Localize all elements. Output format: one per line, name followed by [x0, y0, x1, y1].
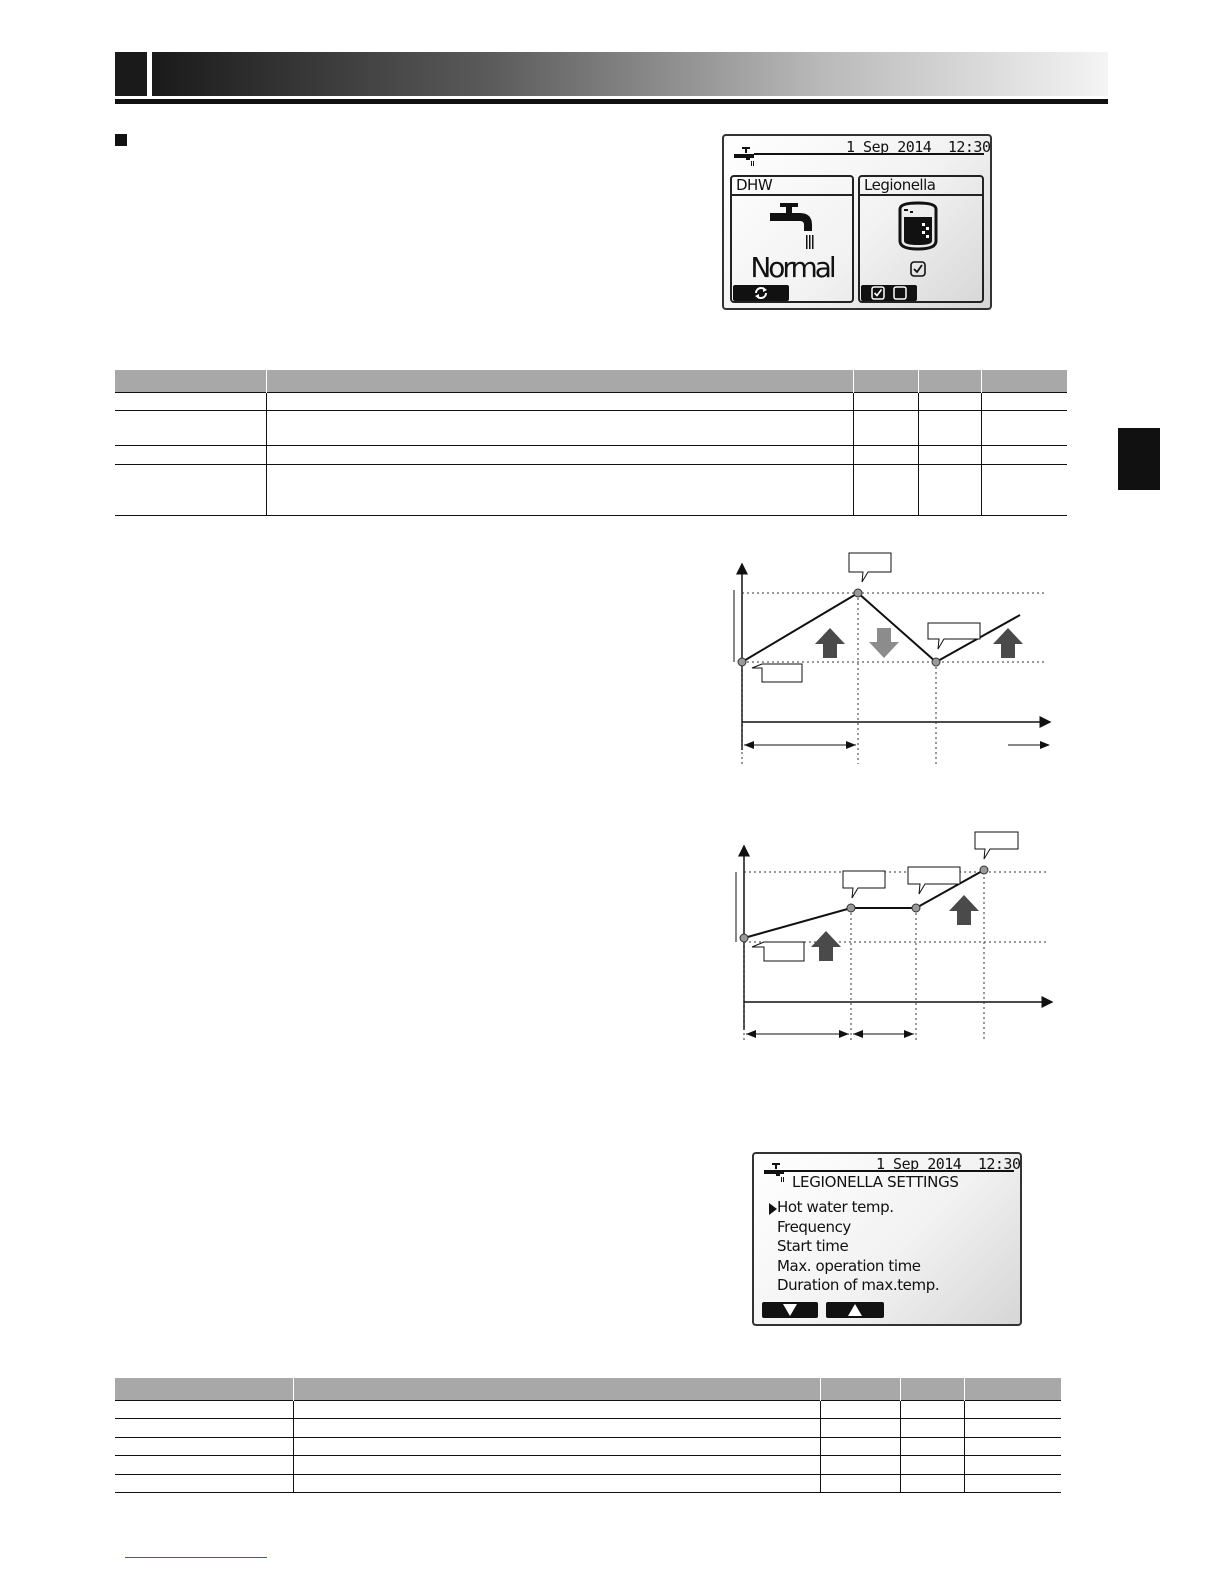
time-span-1-head-b [839, 1030, 849, 1038]
legionella-enabled-checkbox-icon[interactable] [910, 261, 926, 277]
point-reach [847, 904, 855, 912]
checkbox-checked-icon [871, 286, 885, 300]
legionella-pane-title: Legionella [860, 177, 982, 196]
callout-hold-end [908, 867, 960, 894]
down-arrow-icon [783, 1304, 797, 1316]
tap-status-icon [732, 146, 762, 168]
section-header-bar [152, 52, 1108, 96]
table-row [115, 1456, 1061, 1475]
section-bullet-square [115, 134, 127, 146]
up-arrow-2 [949, 895, 979, 925]
down-arrow [869, 628, 899, 658]
menu-item-max-operation-time[interactable]: Max. operation time [777, 1256, 921, 1275]
table-row [115, 1419, 1061, 1438]
table-1-header [115, 370, 1067, 393]
table-row [115, 465, 1067, 516]
legionella-settings-screen [752, 1152, 1022, 1326]
up-arrow-icon [848, 1304, 862, 1316]
table-row [115, 411, 1067, 446]
time-span-2-head-b [904, 1030, 914, 1038]
legionella-toggle-button[interactable] [861, 285, 917, 301]
up-arrow-1 [811, 931, 841, 961]
point-start [738, 658, 746, 666]
time-text: 12:30 [977, 1155, 1021, 1173]
scroll-down-button[interactable] [762, 1302, 818, 1318]
callout-max [975, 832, 1018, 859]
table-row [115, 1475, 1061, 1493]
menu-item-duration-max-temp[interactable]: Duration of max.temp. [777, 1276, 940, 1294]
table-1 [115, 370, 1067, 516]
callout-start [752, 664, 802, 682]
table-row [115, 1401, 1061, 1419]
year-text: 2014 [927, 1155, 962, 1173]
time-span-next-head [1040, 741, 1050, 749]
footer-link-underline [125, 1557, 267, 1558]
point-peak [854, 589, 862, 597]
dhw-mode-text: Normal [750, 251, 834, 284]
callout-start [752, 942, 804, 961]
point-start [740, 934, 748, 942]
datetime [846, 138, 991, 156]
table-row [115, 446, 1067, 465]
time-span-2-head-a [853, 1030, 863, 1038]
date-text: 1 Sep [846, 138, 889, 156]
table-2 [115, 1378, 1061, 1493]
menu-item-hot-water-temp[interactable]: Hot water temp. [777, 1198, 894, 1216]
time-span-1-head-a [746, 1030, 756, 1038]
dhw-pane-title: DHW [732, 177, 852, 196]
tap-status-icon [762, 1162, 792, 1184]
up-arrow-1 [815, 628, 845, 658]
time-span-right-head [846, 741, 856, 749]
time-span-left-head [744, 741, 754, 749]
menu-item-start-time[interactable]: Start time [777, 1237, 849, 1255]
cycle-arrows-icon [753, 286, 769, 300]
menu-cursor-icon [769, 1203, 777, 1215]
legionella-temp-graph-2 [722, 830, 1058, 1046]
checkbox-empty-icon [893, 286, 907, 300]
chapter-side-tab [1118, 428, 1160, 490]
dhw-legionella-screen [722, 134, 992, 310]
mode-cycle-button[interactable] [733, 285, 789, 301]
year-text: 2014 [897, 138, 932, 156]
menu-list [777, 1198, 939, 1296]
time-text: 12:30 [947, 138, 991, 156]
callout-trough [928, 623, 980, 649]
legionella-pane[interactable] [858, 175, 984, 303]
faucet-icon [768, 201, 820, 253]
callout-reach [843, 871, 885, 898]
callout-peak [849, 553, 891, 582]
point-max [980, 866, 988, 874]
menu-item-frequency[interactable]: Frequency [777, 1217, 851, 1236]
scroll-up-button[interactable] [826, 1302, 884, 1318]
tank-icon [896, 201, 940, 251]
dhw-pane[interactable] [730, 175, 854, 303]
table-row [115, 1438, 1061, 1456]
date-text: 1 Sep [876, 1155, 919, 1173]
section-number-box [115, 52, 147, 96]
header-rule [115, 99, 1108, 104]
up-arrow-2 [993, 628, 1023, 658]
datetime [876, 1155, 1021, 1173]
table-row [115, 393, 1067, 411]
table-2-header [115, 1378, 1061, 1401]
legionella-temp-graph-1 [722, 550, 1058, 770]
screen-title: LEGIONELLA SETTINGS [792, 1173, 959, 1191]
point-hold-end [912, 904, 920, 912]
point-trough [932, 658, 940, 666]
